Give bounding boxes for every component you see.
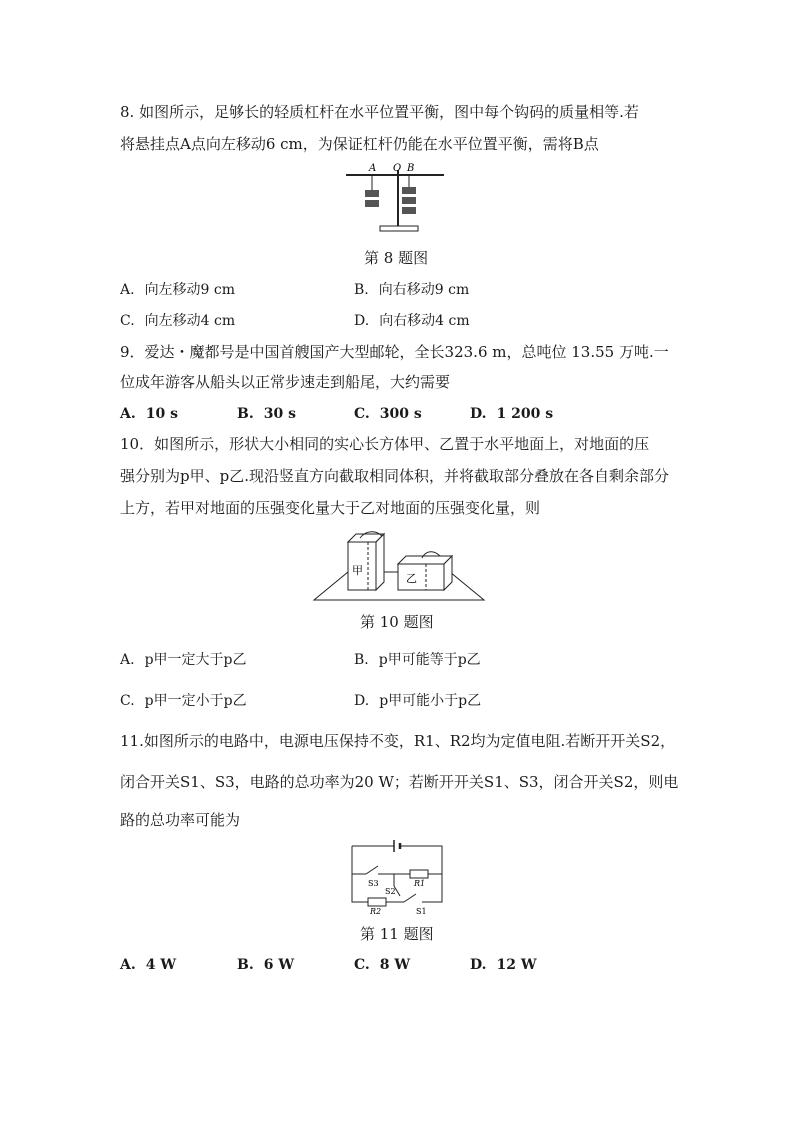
label-jia: 甲 xyxy=(352,564,363,577)
q11-stem-line3: 路的总功率可能为 xyxy=(120,811,241,829)
weight-b-3 xyxy=(402,207,416,214)
label-r1: R1 xyxy=(414,879,426,888)
q9-stem-line1: 9．爱达・魔都号是中国首艘国产大型邮轮，全长323.6 m，总吨位 13.55 万吨.一 xyxy=(120,343,669,361)
q8-stem-line1: 8. 如图所示，足够长的轻质杠杆在水平位置平衡，图中每个钩码的质量相等.若 xyxy=(120,103,639,121)
q9-option-b: B. 30 s xyxy=(237,406,296,422)
q9-option-d: D. 1 200 s xyxy=(470,406,554,422)
q11-stem-line1: 11.如图所示的电路中，电源电压保持不变，R1、R2均为定值电阻.若断开开关S2， xyxy=(120,732,676,750)
q10-option-b: B. p甲可能等于p乙 xyxy=(354,652,481,668)
switch-s1 xyxy=(404,894,416,902)
weight-a-1 xyxy=(365,190,379,197)
q9-stem-line2: 位成年游客从船头以正常步速走到船尾，大约需要 xyxy=(120,373,451,391)
lever-base xyxy=(380,226,418,231)
q9-option-c: C. 300 s xyxy=(354,406,422,422)
resistor-r1 xyxy=(410,870,428,878)
label-s1: S1 xyxy=(416,907,427,916)
switch-s3 xyxy=(366,866,378,874)
q11-option-d: D. 12 W xyxy=(470,957,537,973)
label-yi: 乙 xyxy=(406,572,417,585)
q11-option-b: B. 6 W xyxy=(237,957,295,973)
q10-caption: 第 10 题图 xyxy=(360,613,434,631)
q8-option-a: A. 向左移动9 cm xyxy=(120,282,236,298)
label-a: A xyxy=(369,163,377,174)
q10-option-c: C. p甲一定小于p乙 xyxy=(120,693,247,709)
label-s2: S2 xyxy=(385,887,396,896)
weight-a-2 xyxy=(365,200,379,207)
resistor-r2 xyxy=(368,898,386,906)
q10-stem-line2: 强分别为p甲、p乙.现沿竖直方向截取相同体积，并将截取部分叠放在各自剩余部分 xyxy=(120,467,669,485)
q11-option-c: C. 8 W xyxy=(354,957,411,973)
q8-option-b: B. 向右移动9 cm xyxy=(354,282,470,298)
q8-stem-line2: 将悬挂点A点向左移动6 cm，为保证杠杆仍能在水平位置平衡，需将B点 xyxy=(120,135,599,153)
label-r2: R2 xyxy=(370,907,382,916)
q11-circuit-figure xyxy=(348,836,448,918)
weight-b-1 xyxy=(402,187,416,194)
label-o: O xyxy=(393,163,402,174)
q8-lever-figure xyxy=(340,160,450,240)
q10-stem-line1: 10．如图所示，形状大小相同的实心长方体甲、乙置于水平地面上，对地面的压 xyxy=(120,435,650,453)
block-yi xyxy=(398,564,444,590)
label-b: B xyxy=(407,163,415,174)
q10-blocks-figure xyxy=(312,530,488,608)
q11-option-a: A. 4 W xyxy=(120,957,177,973)
q10-option-d: D. p甲可能小于p乙 xyxy=(354,693,482,709)
q8-option-c: C. 向左移动4 cm xyxy=(120,313,236,329)
q8-caption: 第 8 题图 xyxy=(364,249,429,267)
q11-caption: 第 11 题图 xyxy=(360,925,434,943)
q11-stem-line2: 闭合开关S1、S3，电路的总功率为20 W；若断开开关S1、S3，闭合开关S2，则电 xyxy=(120,773,679,791)
q9-option-a: A. 10 s xyxy=(120,406,178,422)
q8-option-d: D. 向右移动4 cm xyxy=(354,313,470,329)
weight-b-2 xyxy=(402,197,416,204)
q10-stem-line3: 上方，若甲对地面的压强变化量大于乙对地面的压强变化量，则 xyxy=(120,499,541,517)
q10-option-a: A. p甲一定大于p乙 xyxy=(120,652,247,668)
label-s3: S3 xyxy=(368,879,379,888)
